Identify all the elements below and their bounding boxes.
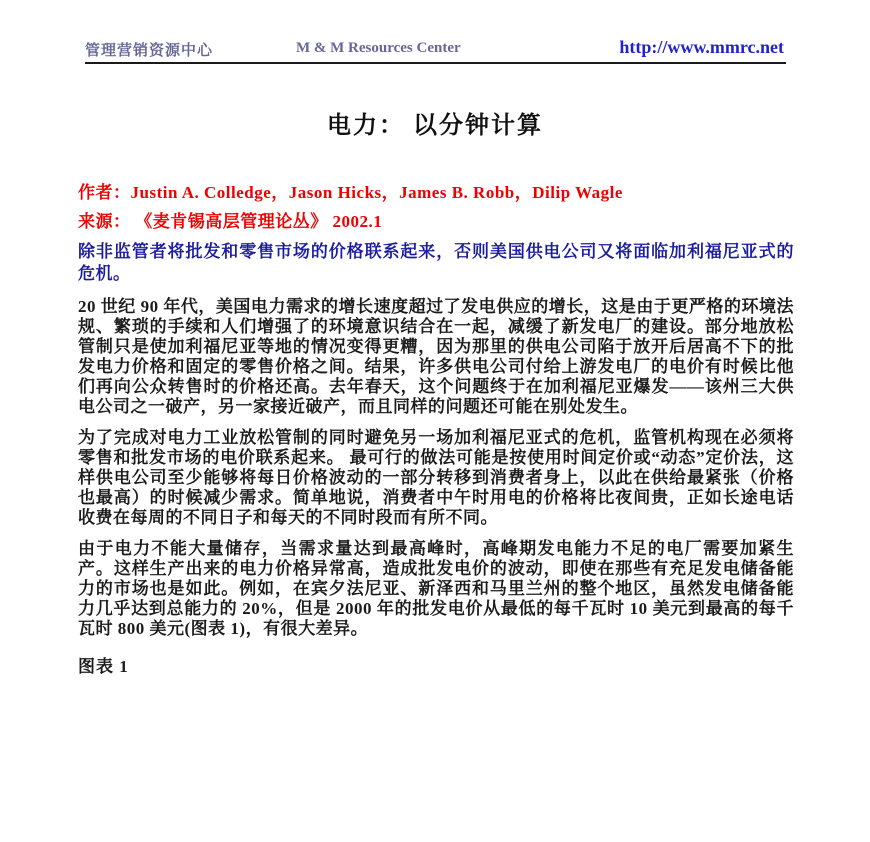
figure-caption: 图表 1 [78,657,129,676]
article-author-line: 作者：Justin A. Colledge，Jason Hicks，James B. Robb，Dilip Wagle [78,183,623,202]
body-paragraph-1: 20 世纪 90 年代，美国电力需求的增长速度超过了发电供应的增长，这是由于更严格的环境法规、繁琐的手续和人们增强了的环境意识结合在一起，减缓了新发电厂的建设。部分地放松管制只是使加利福尼亚等地的情况变得更糟，因为那里的供电公司陷于放开后居高不下的批发电力价格和固定的零售价格之间。结果，许多供电公司付给上游发电厂的电价有时候比他们再向公众转售时的价格还高。去年春天，这个问题终于在加利福尼亚爆发——该州三大供电公司之一破产，另一家接近破产，而且同样的问题还可能在别处发生。 [78,297,794,416]
article-deck: 除非监管者将批发和零售市场的价格联系起来，否则美国供电公司又将面临加利福尼亚式的危机。 [78,242,794,283]
body-paragraph-2: 为了完成对电力工业放松管制的同时避免另一场加利福尼亚式的危机，监管机构现在必须将零售和批发市场的电价联系起来。 最可行的做法可能是按使用时间定价或“动态”定价法，这样供电公司至少能够将每日价格波动的一部分转移到消费者身上，以此在供给最紧张（价格也最高）的时候减少需求。简单地说，消费者中午时用电的价格将比夜间贵，正如长途电话收费在每周的不同日子和每天的不同时段而有所不同。 [78,428,794,527]
header-site-name-cn: 管理营销资源中心 [85,43,214,59]
article-title: 电力： 以分钟计算 [327,113,543,139]
header-site-name-en: M & M Resources Center [296,40,461,56]
header-divider [85,62,786,64]
article-source-line: 来源： 《麦肯锡高层管理论丛》 2002.1 [78,212,383,231]
document-header [0,37,870,59]
article-content [78,182,794,677]
header-site-url-link[interactable]: http://www.mmrc.net [619,37,784,57]
body-paragraph-3: 由于电力不能大量储存，当需求量达到最高峰时，高峰期发电能力不足的电厂需要加紧生产。这样生产出来的电力价格异常高，造成批发电价的波动，即使在那些有充足发电储备能力的市场也是如此。例如，在宾夕法尼亚、新泽西和马里兰州的整个地区，虽然发电储备能力几乎达到总能力的 20%，但是 2000 年的批发电价从最低的每千瓦时 10 美元到最高的每千瓦时 800 美元(图表 1)，有很大差异。 [78,539,794,638]
